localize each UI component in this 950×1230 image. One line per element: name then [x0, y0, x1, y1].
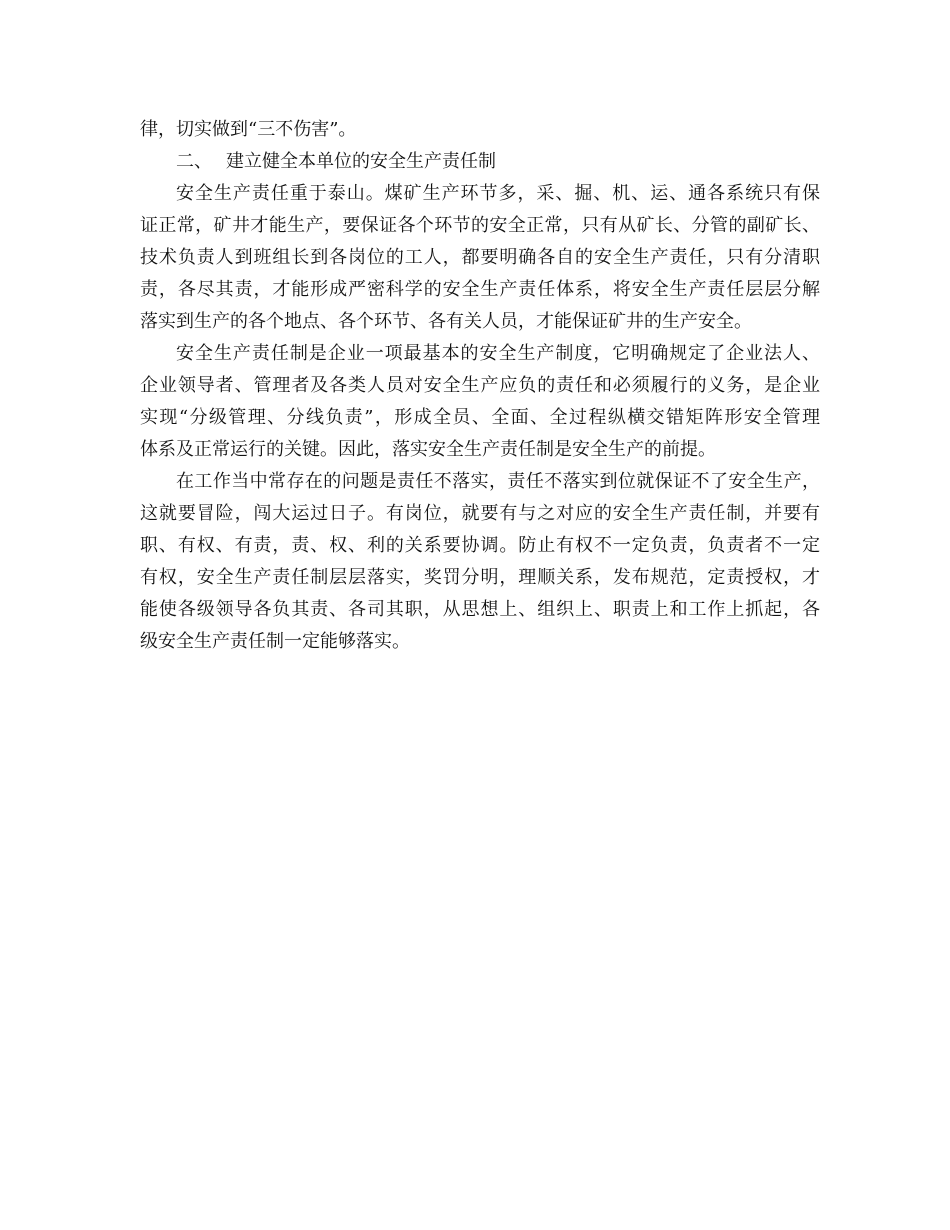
- opening-line: 律，切实做到“三不伤害”。: [140, 119, 357, 140]
- paragraph-line: 落实到生产的各个地点、各个环节、各有关人员，才能保证矿井的生产安全。: [140, 311, 752, 332]
- paragraph-line: 在工作当中常存在的问题是责任不落实，责任不落实到位就保证不了安全生产，: [176, 471, 820, 492]
- paragraph-3: [140, 466, 820, 658]
- paragraph-line: 企业领导者、管理者及各类人员对安全生产应负的责任和必须履行的义务，是企业: [140, 375, 820, 396]
- paragraph-line: 有权，安全生产责任制层层落实，奖罚分明，理顺关系，发布规范，定责授权，才: [140, 567, 820, 588]
- section-heading: [140, 146, 820, 178]
- paragraph-line: 责，各尽其责，才能形成严密科学的安全生产责任体系，将安全生产责任层层分解: [140, 279, 820, 300]
- paragraph-line: 安全生产责任制是企业一项最基本的安全生产制度，它明确规定了企业法人、: [176, 343, 820, 364]
- paragraph-line: 职、有权、有责，责、权、利的关系要协调。防止有权不一定负责，负责者不一定: [140, 535, 820, 556]
- paragraph-line: 实现“分级管理、分线负责”，形成全员、全面、全过程纵横交错矩阵形安全管理: [140, 407, 820, 428]
- document-body: [140, 114, 820, 658]
- paragraph-line: 体系及正常运行的关键。因此，落实安全生产责任制是安全生产的前提。: [140, 439, 716, 460]
- paragraph-line: 能使各级领导各负其责、各司其职，从思想上、组织上、职责上和工作上抓起，各: [140, 599, 820, 620]
- paragraph-1: [140, 178, 820, 338]
- paragraph-line: 安全生产责任重于泰山。煤矿生产环节多，采、掘、机、运、通各系统只有保: [176, 183, 820, 204]
- paragraph-line: 证正常，矿井才能生产，要保证各个环节的安全正常，只有从矿长、分管的副矿长、: [140, 215, 820, 236]
- paragraph-2: [140, 338, 820, 466]
- section-heading-title: 建立健全本单位的安全生产责任制: [226, 151, 496, 172]
- paragraph-line: 级安全生产责任制一定能够落实。: [140, 631, 410, 652]
- paragraph-line: 技术负责人到班组长到各岗位的工人，都要明确各自的安全生产责任，只有分清职: [140, 247, 820, 268]
- section-heading-number: 二、: [176, 151, 212, 172]
- paragraph-line: 这就要冒险，闯大运过日子。有岗位，就要有与之对应的安全生产责任制，并要有: [140, 503, 820, 524]
